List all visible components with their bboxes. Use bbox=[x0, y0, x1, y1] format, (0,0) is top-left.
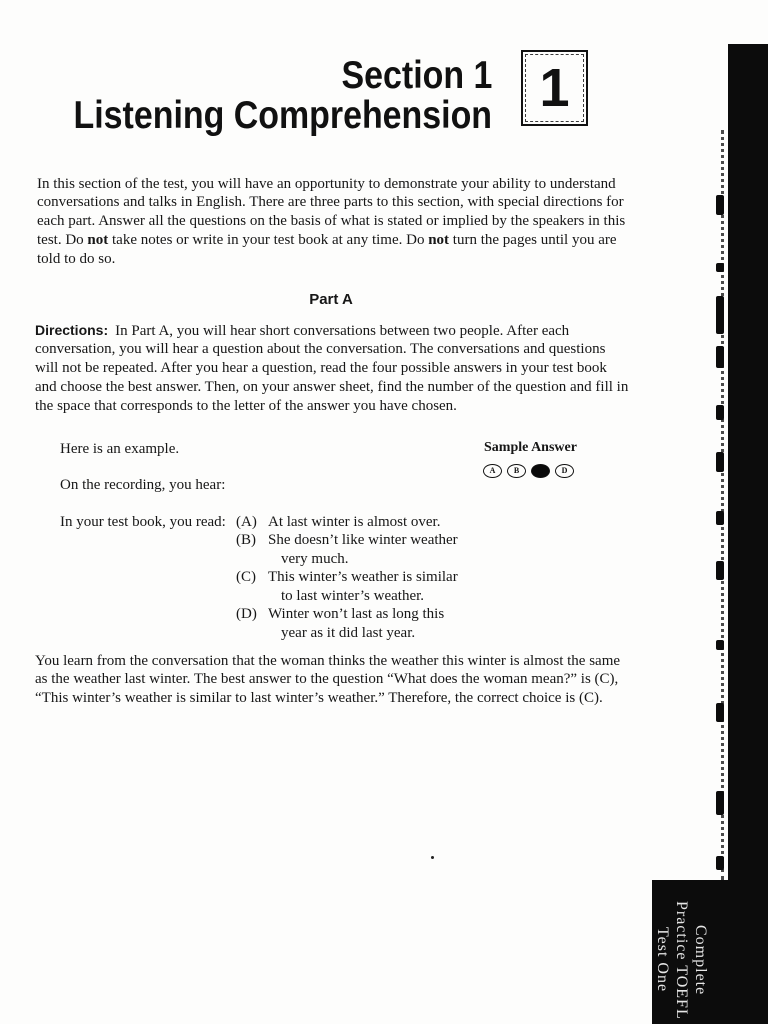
option-line: year as it did last year. bbox=[281, 624, 416, 641]
option-line: She doesn’t like winter weather bbox=[268, 532, 458, 548]
intro-line bbox=[37, 193, 625, 212]
edge-mark bbox=[716, 703, 724, 722]
explanation-line: “This winter’s weather is similar to last winter’s weather.” Therefore, the correct choice is (C). bbox=[35, 689, 603, 706]
directions-line: will not be repeated. After you hear a question, read the four possible answers in your test book bbox=[35, 360, 607, 377]
part-a-heading: Part A bbox=[309, 291, 353, 308]
edge-mark bbox=[716, 511, 724, 525]
intro-text: test. Do bbox=[37, 231, 88, 248]
answer-bubble-c: C bbox=[531, 464, 550, 478]
answer-bubble-b: B bbox=[507, 464, 526, 478]
edge-mark bbox=[716, 452, 724, 472]
edge-mark bbox=[716, 263, 724, 272]
section-label: Section 1 bbox=[341, 54, 492, 97]
option-letter: (B) bbox=[236, 532, 256, 548]
edge-mark bbox=[716, 791, 724, 815]
option-line: very much. bbox=[281, 550, 349, 567]
option-text bbox=[268, 513, 440, 532]
thumb-tab-line: Test One bbox=[654, 927, 671, 993]
binding-edge-dots bbox=[721, 130, 724, 880]
intro-text: conversations and talks in English. There are three parts to this section, with special directions for bbox=[37, 194, 624, 211]
edge-mark bbox=[716, 856, 724, 870]
emphasis-not: not bbox=[428, 231, 450, 248]
option-b bbox=[236, 531, 458, 568]
section-title: Listening Comprehension bbox=[73, 94, 492, 137]
option-text bbox=[268, 568, 458, 605]
option-line: Winter won’t last as long this bbox=[268, 606, 445, 622]
option-letter: (D) bbox=[236, 606, 257, 622]
intro-line bbox=[37, 231, 625, 250]
answer-bubble-a: A bbox=[483, 464, 502, 478]
sample-answer-label: Sample Answer bbox=[484, 440, 577, 455]
intro-text: turn the pages until you are bbox=[449, 231, 617, 248]
sample-answer-bubbles bbox=[483, 464, 574, 478]
example-intro: Here is an example. bbox=[60, 440, 180, 457]
edge-mark bbox=[716, 195, 724, 215]
example-options bbox=[236, 513, 458, 643]
answer-bubble-d: D bbox=[555, 464, 574, 478]
edge-mark bbox=[716, 346, 724, 368]
explanation-line: as the weather last winter. The best answer to the question “What does the woman mean?” is (C), bbox=[35, 671, 619, 688]
edge-mark bbox=[716, 296, 724, 334]
option-letter: (C) bbox=[236, 569, 256, 585]
intro-text: take notes or write in your test book at any time. Do bbox=[108, 231, 429, 248]
intro-line bbox=[37, 175, 625, 194]
option-line: to last winter’s weather. bbox=[281, 587, 425, 604]
thumb-tab-line: Practice TOEFL bbox=[673, 900, 690, 1020]
directions-label: Directions: bbox=[35, 321, 109, 338]
option-a bbox=[236, 513, 458, 532]
intro-text: each part. Answer all the questions on the basis of what is stated or implied by the speakers in this bbox=[37, 213, 626, 230]
option-letter: (A) bbox=[236, 513, 257, 530]
intro-paragraph bbox=[37, 175, 625, 269]
example-recording-label: On the recording, you hear: bbox=[60, 476, 226, 493]
directions-paragraph bbox=[35, 321, 628, 416]
directions-line bbox=[35, 321, 628, 341]
scan-speck bbox=[431, 856, 434, 859]
directions-line: conversation, you will hear a question about the conversation. The conversations and questions bbox=[35, 341, 606, 358]
directions-line: the space that corresponds to the letter of the answer you have chosen. bbox=[35, 397, 457, 414]
thumb-tab-line: Complete bbox=[692, 924, 709, 996]
option-d bbox=[236, 605, 458, 642]
intro-text: told to do so. bbox=[37, 250, 116, 267]
thumb-tab-text bbox=[653, 880, 710, 1024]
option-line: This winter’s weather is similar bbox=[268, 569, 458, 585]
option-text bbox=[268, 531, 458, 568]
thumb-tab bbox=[652, 880, 732, 1024]
explanation-paragraph bbox=[35, 652, 620, 708]
directions-line: and choose the best answer. Then, on your answer sheet, find the number of the question and fill in bbox=[35, 378, 629, 395]
example-read-label: In your test book, you read: bbox=[60, 513, 226, 530]
explanation-line: You learn from the conversation that the woman thinks the weather this winter is almost the same bbox=[35, 652, 621, 669]
option-line: At last winter is almost over. bbox=[268, 513, 441, 530]
page-edge-band bbox=[728, 44, 768, 1024]
edge-mark bbox=[716, 640, 724, 650]
intro-text: In this section of the test, you will have an opportunity to demonstrate your ability to understand bbox=[37, 175, 616, 192]
section-number: 1 bbox=[525, 54, 584, 122]
intro-line bbox=[37, 212, 625, 231]
directions-text: In Part A, you will hear short conversations between two people. After each bbox=[115, 322, 570, 339]
intro-line bbox=[37, 250, 625, 269]
section-number-box bbox=[521, 50, 588, 126]
option-c bbox=[236, 568, 458, 605]
edge-mark bbox=[716, 405, 724, 420]
edge-mark bbox=[716, 561, 724, 580]
option-text bbox=[268, 605, 444, 642]
emphasis-not: not bbox=[87, 231, 109, 248]
